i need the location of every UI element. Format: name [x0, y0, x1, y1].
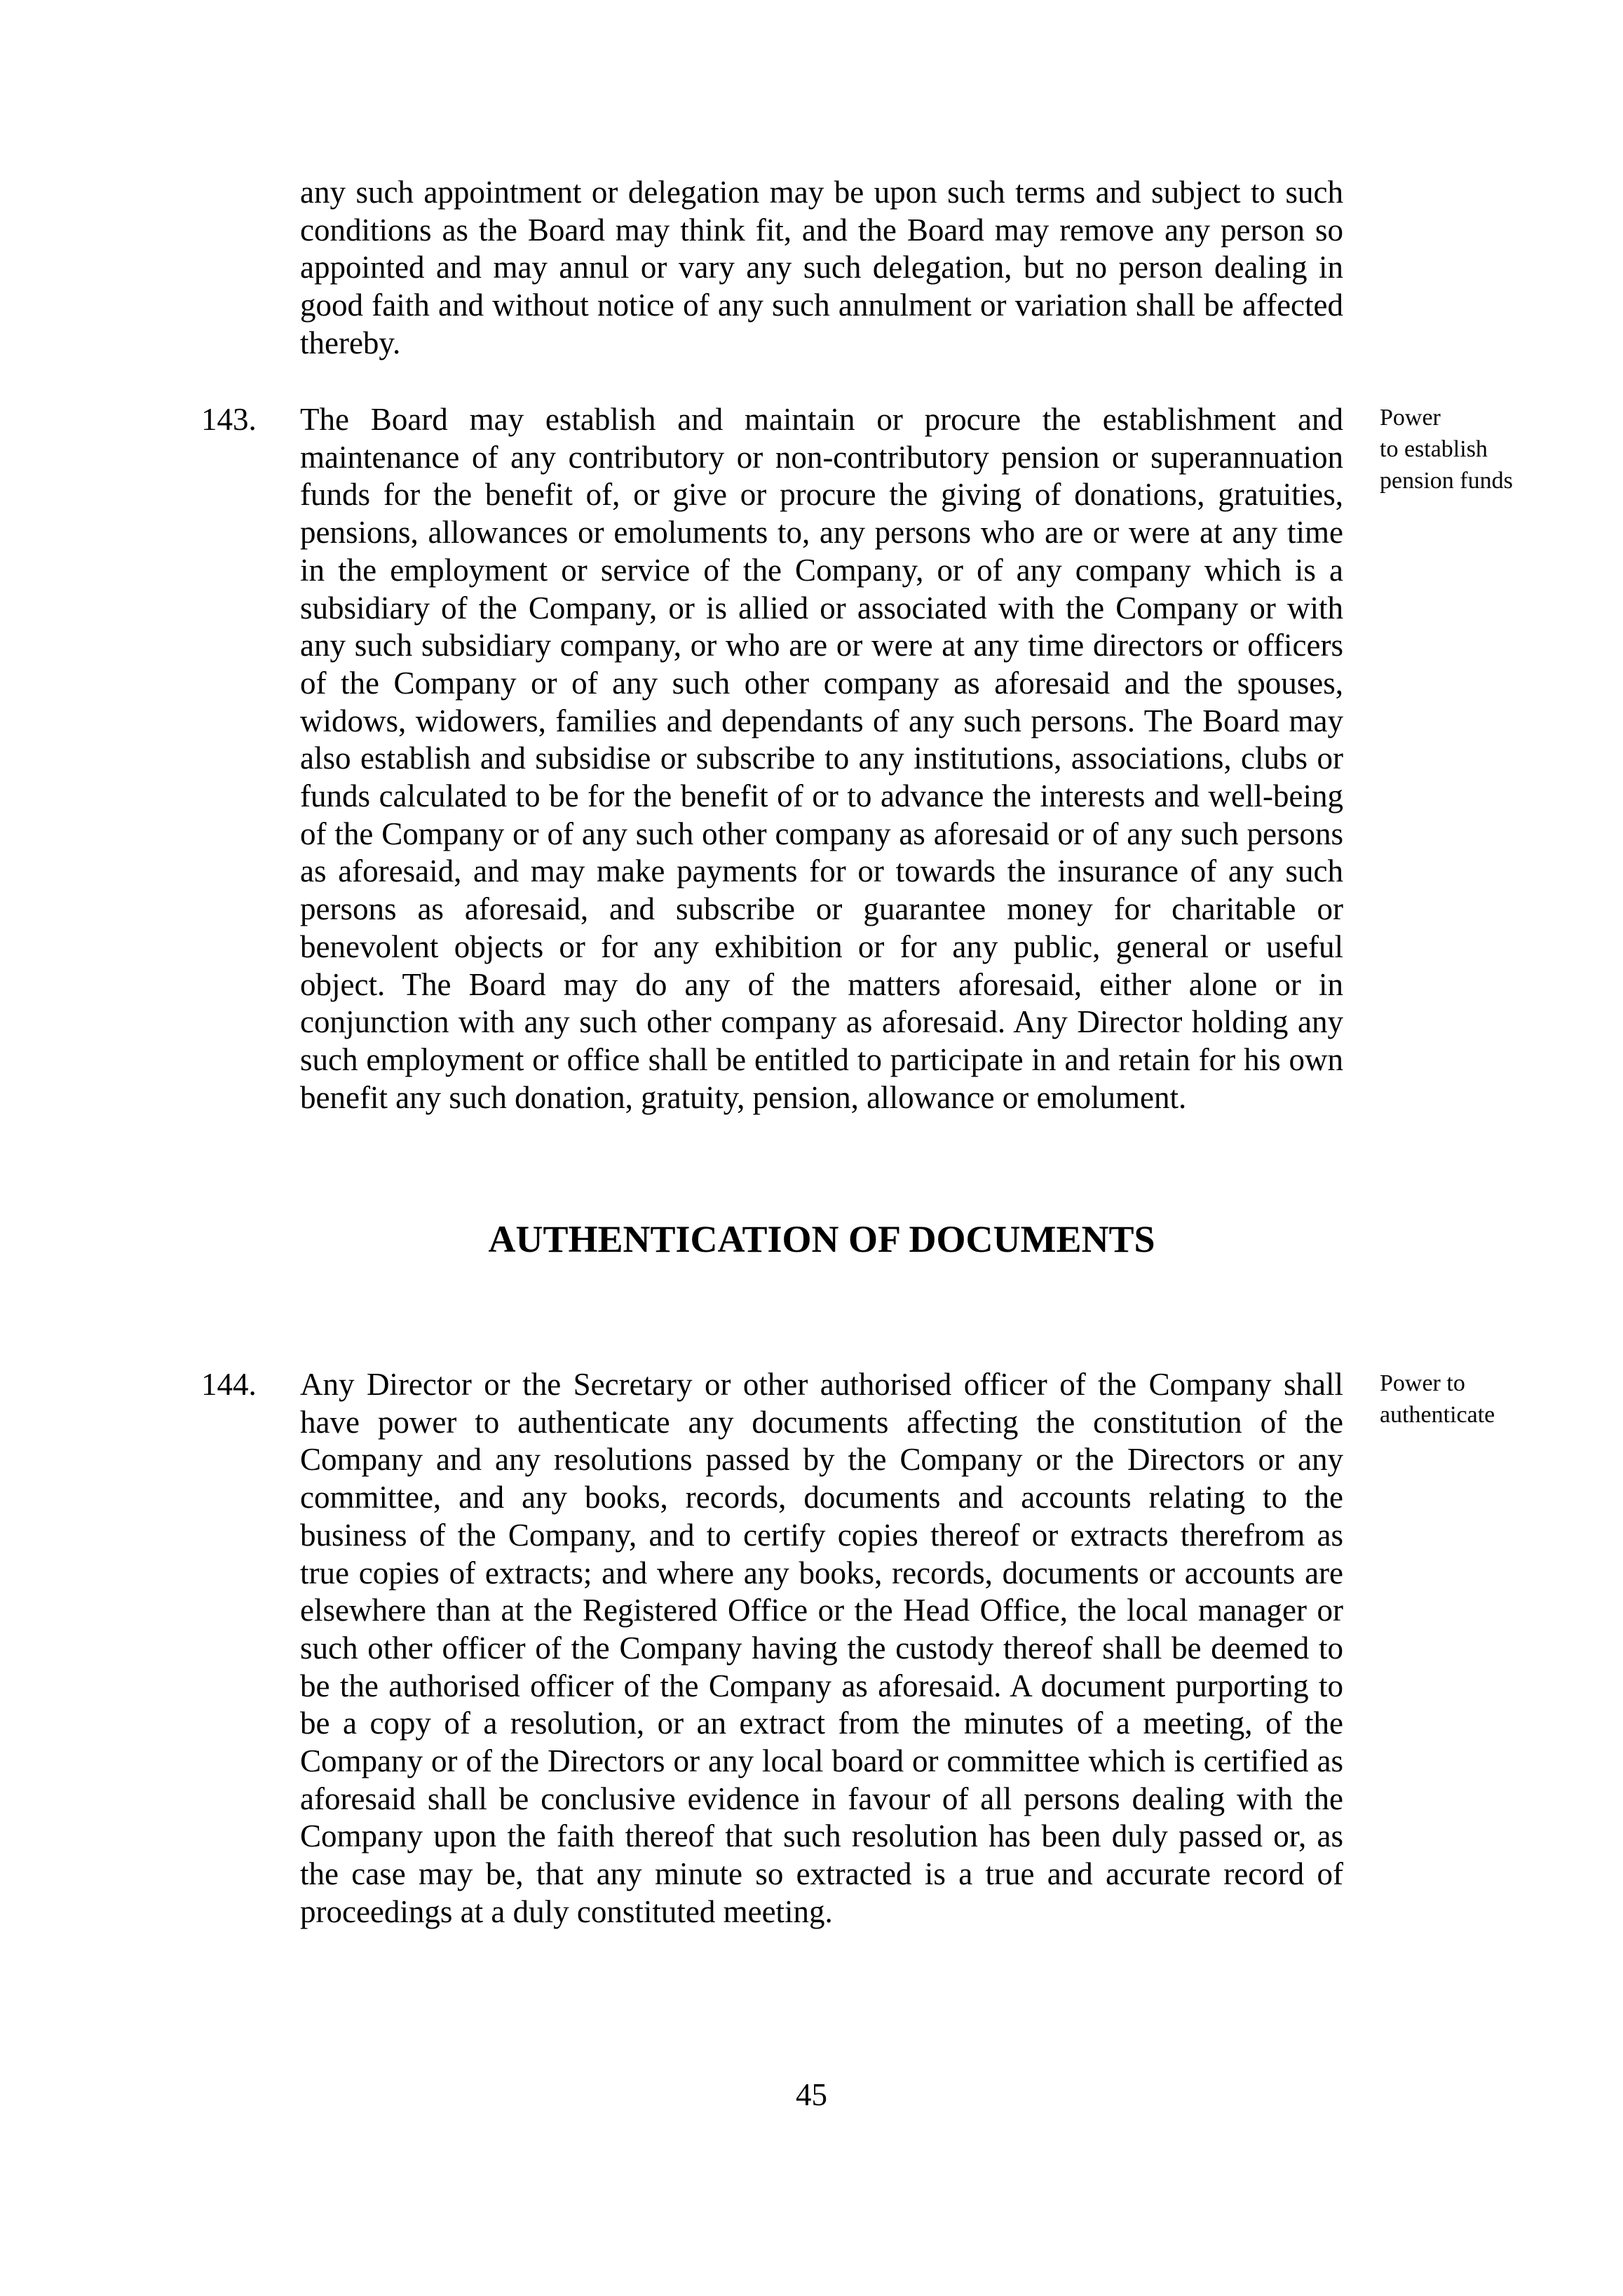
clause-text-144: Any Director or the Secretary or other authorised officer of the Company shall have power to authenticate any documents affecting the constitution of the Company and any resolutions passed by the Company or the Directors or any committee, and any books, records, documents and accounts relating to the business of the Company, and to certify copies thereof or extracts therefrom as true copies of extracts; and where any books, records, documents or accounts are elsewhere than at the Registered Office or the Head Office, the local manager or such other officer of the Company having the custody thereof shall be deemed to be the authorised officer of the Company as aforesaid. A document purporting to be a copy of a resolution, or an extract from the minutes of a meeting, of the Company or of the Directors or any local board or committee which is certified as aforesaid shall be conclusive evidence in favour of all persons dealing with the Company upon the faith thereof that such resolution has been duly passed or, as the case may be, that any minute so extracted is a true and accurate record of proceedings at a duly constituted meeting.: [300, 1367, 1343, 1929]
margin-note-line: Power to: [1380, 1370, 1465, 1396]
margin-note-line: authenticate: [1380, 1402, 1495, 1428]
margin-note-line: pension funds: [1380, 468, 1513, 494]
section-heading: AUTHENTICATION OF DOCUMENTS: [488, 1218, 1155, 1260]
clause-number-144: 144.: [201, 1367, 257, 1402]
margin-note-pension-funds: [1380, 402, 1611, 497]
margin-note-authenticate: [1380, 1368, 1611, 1431]
page-number: 45: [796, 2077, 827, 2112]
clause-number-143: 143.: [201, 402, 257, 437]
margin-note-line: Power: [1380, 405, 1441, 431]
margin-note-line: to establish: [1380, 436, 1488, 462]
continuation-paragraph: any such appointment or delegation may be upon such terms and subject to such conditions as the Board may think fit, and the Board may remove any person so appointed and may annul or vary any such delegation, but no person dealing in good faith and without notice of any such annulment or variation shall be affected thereby.: [300, 175, 1343, 360]
clause-text-143: The Board may establish and maintain or procure the establishment and maintenance of any contributory or non-contributory pension or superannuation funds for the benefit of, or give or procure the giving of donations, gratuities, pensions, allowances or emoluments to, any persons who are or were at any time in the employment or service of the Company, or of any company which is a subsidiary of the Company, or is allied or associated with the Company or with any such subsidiary company, or who are or were at any time directors or officers of the Company or of any such other company as aforesaid and the spouses, widows, widowers, families and dependants of any such persons. The Board may also establish and subsidise or subscribe to any institutions, associations, clubs or funds calculated to be for the benefit of or to advance the interests and well-being of the Company or of any such other company as aforesaid or of any such persons as aforesaid, and may make payments for or towards the insurance of any such persons as aforesaid, and subscribe or guarantee money for charitable or benevolent objects or for any exhibition or for any public, general or useful object. The Board may do any of the matters aforesaid, either alone or in conjunction with any such other company as aforesaid. Any Director holding any such employment or office shall be entitled to participate in and retain for his own benefit any such donation, gratuity, pension, allowance or emolument.: [300, 402, 1343, 1115]
